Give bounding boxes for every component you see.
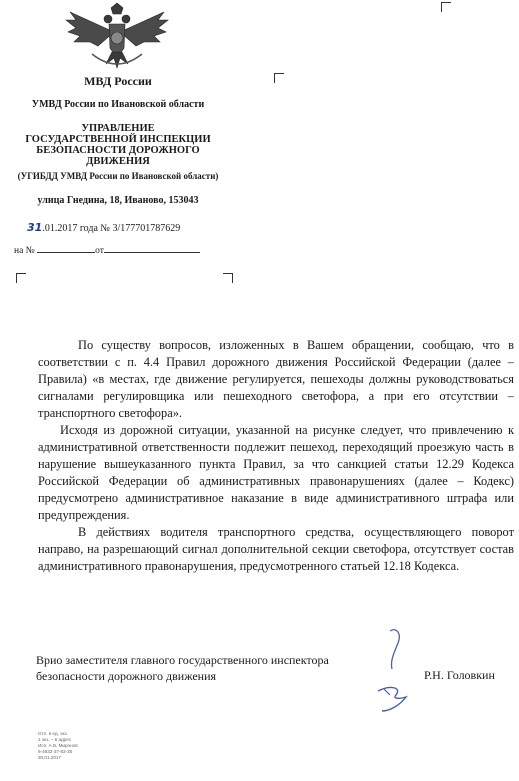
letter-body [38,337,514,575]
incoming-reference [14,246,200,256]
unit-short-name: (УГИБДД УМВД России по Ивановской области) [17,171,219,181]
unit-name-line: ГОСУДАРСТВЕННОЙ ИНСПЕКЦИИ [25,134,211,145]
paragraph: В действиях водителя транспортного средства, осуществляющего поворот направо, на разрешающий сигнал дополнительной секции светофора, отсутствует состав административного правонарушения, предусмотренного статьей 12.18 Кодекса. [38,525,514,573]
reference-number: .01.2017 года № 3/177701787629 [42,223,181,234]
signatory-title-line: безопасности дорожного движения [36,669,217,683]
from-label: от [95,246,104,256]
unit-name-line: УПРАВЛЕНИЕ [81,123,155,134]
corner-mark-right [223,273,233,283]
corner-mark-addressee-block [274,73,284,83]
to-no-blank [37,252,95,253]
handwritten-signature-icon [360,625,430,715]
signatory-title-line: Врио заместителя главного государственного инспектора [36,653,329,667]
signatory-title [36,652,329,684]
mvd-eagle-emblem-icon [62,2,172,72]
paragraph: Исходя из дорожной ситуации, указанной на рисунке следует, что привлечению к административной ответственности подлежит пешеход, переходящий проезжую часть в нарушение вышеуказанного пункта Правил, за что санкцией статьи 12.29 Кодекса Российской Федерации об административных правонарушениях (далее – Кодекс) предусмотрено административное наказание в виде административного штрафа или предупреждения. [38,423,514,522]
executor-line: 1 экз. – в адрес [38,737,72,742]
signatory-name: Р.Н. Головкин [424,668,495,682]
address: улица Гнедина, 18, Иваново, 153043 [37,195,199,206]
paragraph: По существу вопросов, изложенных в Вашем обращении, сообщаю, что в соответствии с п. 4.4 Правил дорожного движения Российской Федерации (далее – Правила) «в местах, где движение регулируется, пешеходы должны руководствоваться сигналами регулировщика или пешеходного светофора, а при его отсутствии – транспортного светофора». [38,338,514,420]
executor-line: Исп. А.В. Миронов [38,743,78,748]
executor-line: 8-4932-37-83-35 [38,749,73,754]
regional-department: УМВД России по Ивановской области [31,99,205,110]
unit-name [0,123,236,167]
executor-line: 30.01.2017 [38,755,61,760]
unit-name-line: ДВИЖЕНИЯ [86,156,150,167]
corner-mark-top-right-area [441,2,451,12]
ministry-title: МВД России [84,74,152,88]
from-blank [104,252,200,253]
handwritten-day: 31 [27,221,43,234]
corner-mark-left [16,273,26,283]
outgoing-reference [27,221,180,234]
executor-note [38,731,78,761]
unit-name-line: БЕЗОПАСНОСТИ ДОРОЖНОГО [36,145,200,156]
executor-line: Отп. в ед. экз. [38,731,68,736]
to-no-label: на № [14,246,35,256]
